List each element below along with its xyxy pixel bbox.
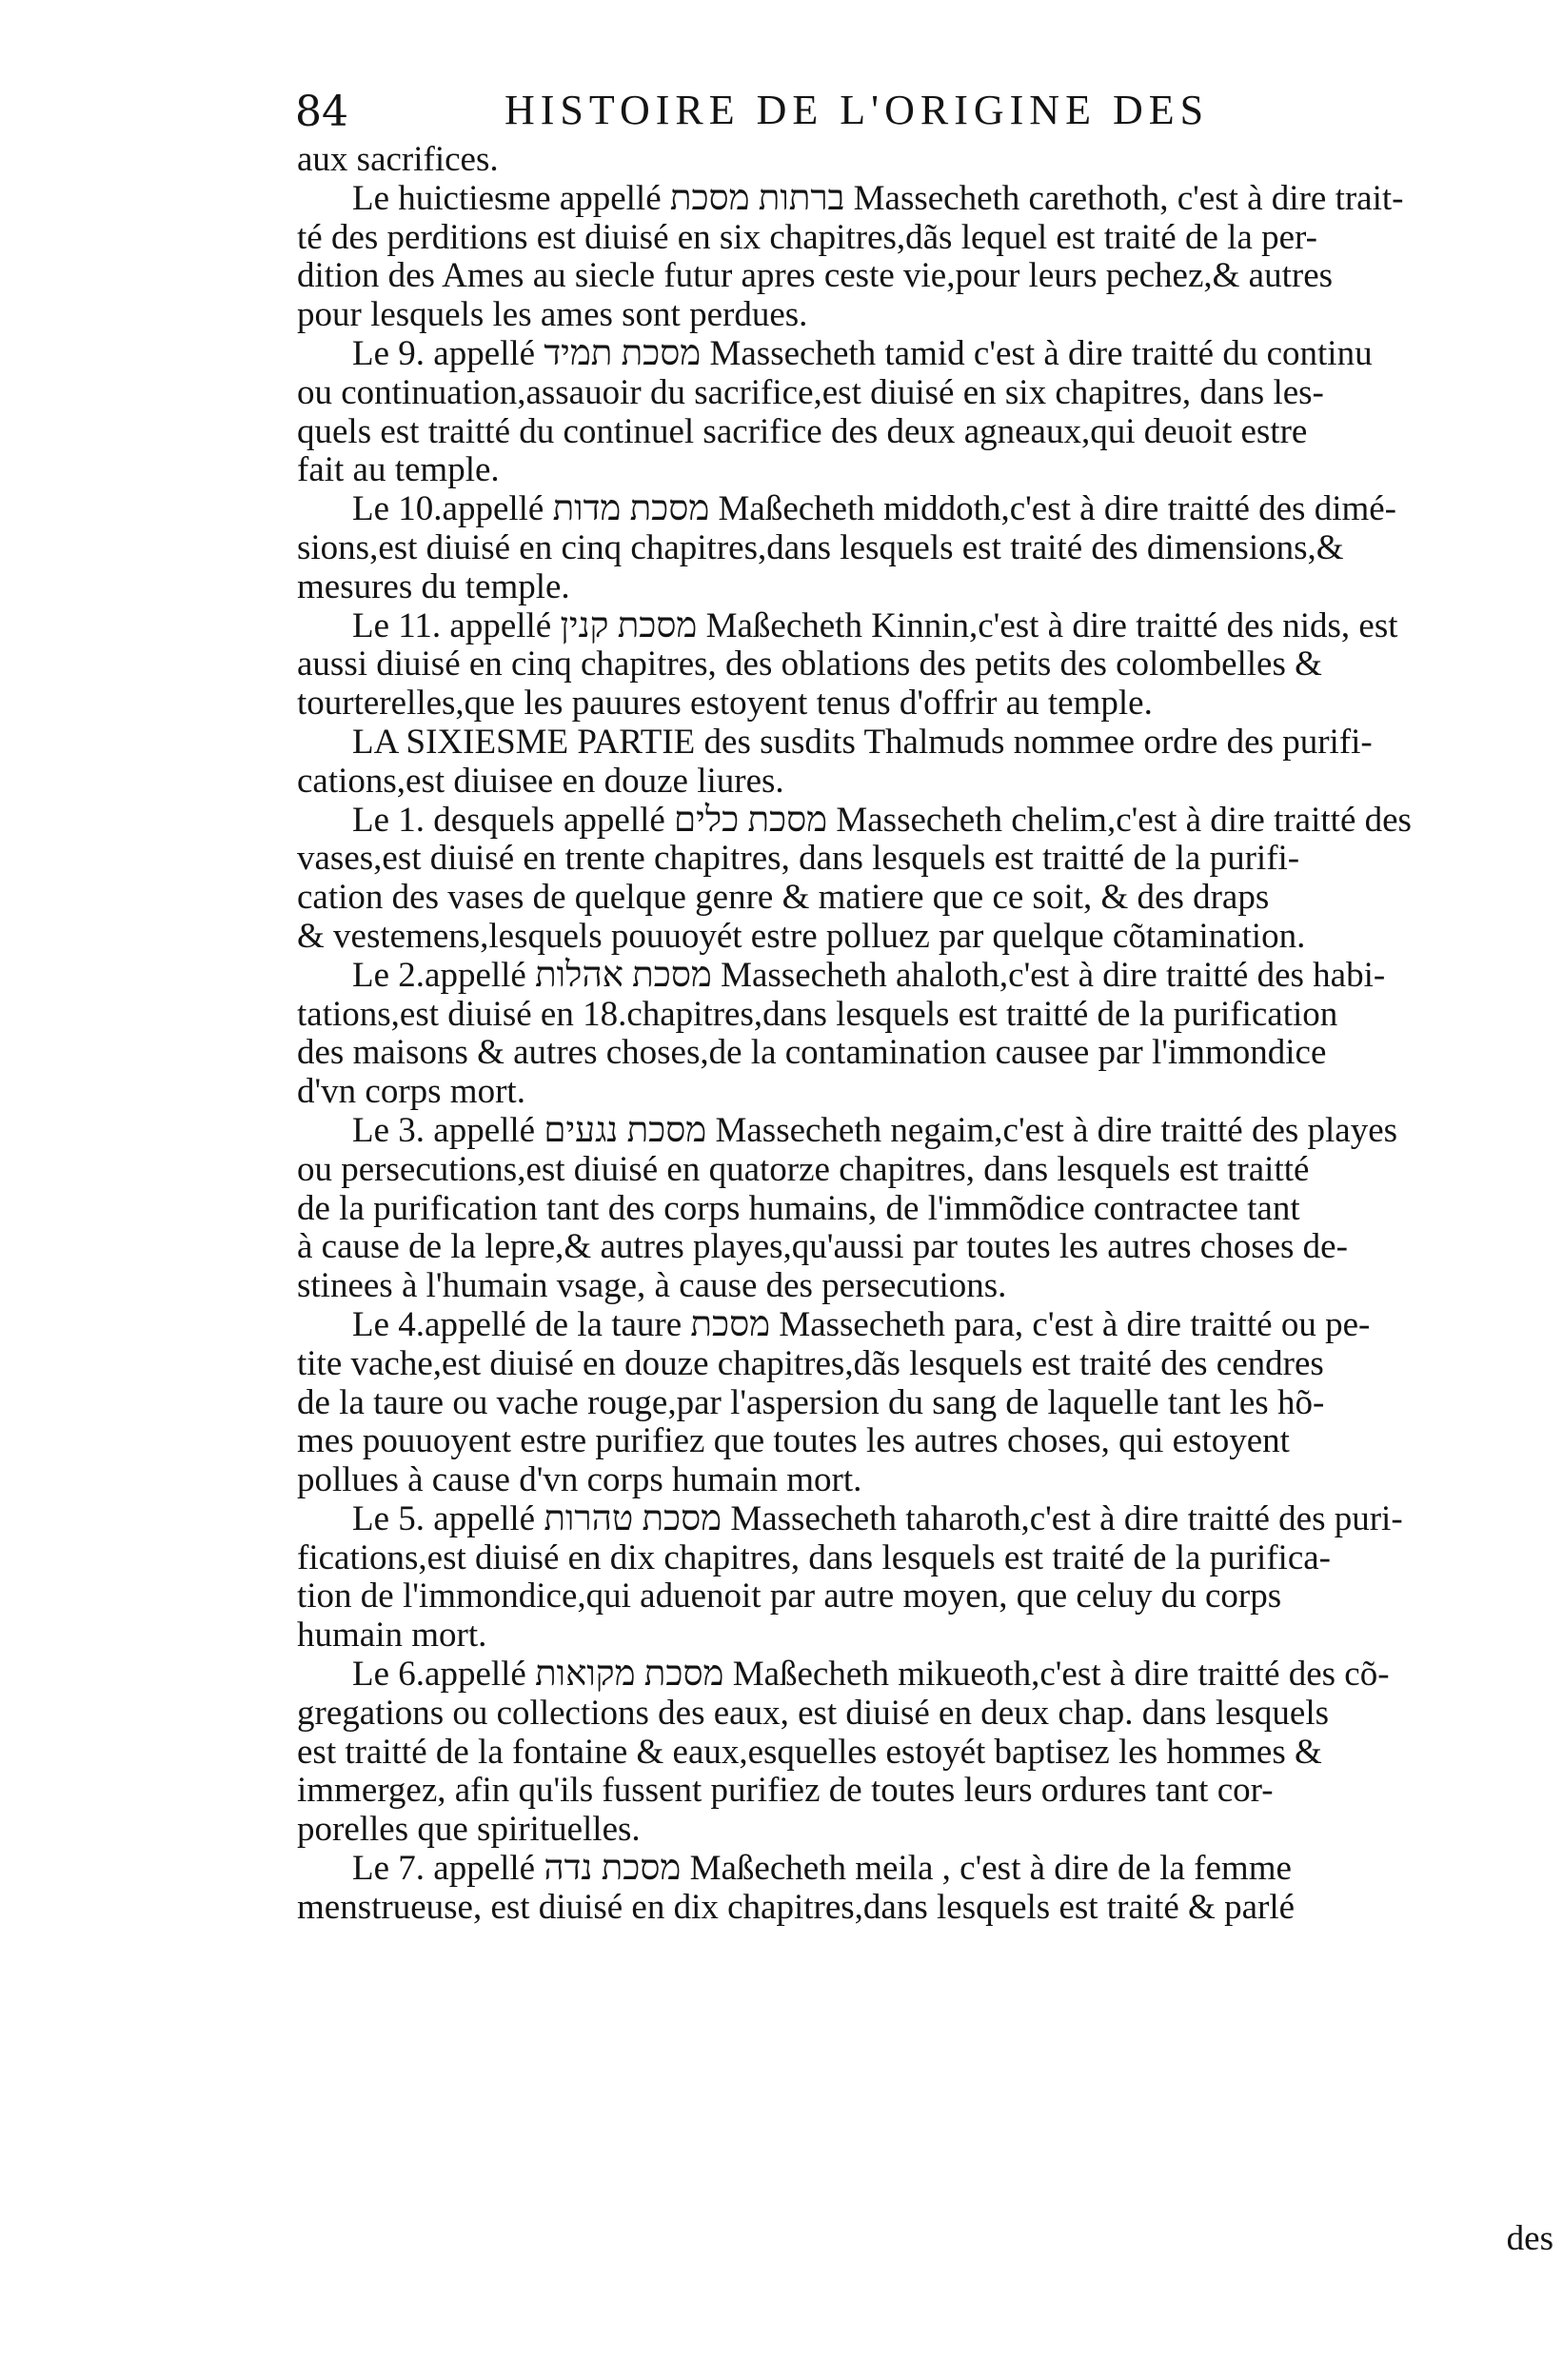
text-line: fications,est diuisé en dix chapitres, dans lesquels est traité de la purifica- bbox=[297, 1538, 1332, 1577]
text-line: dition des Ames au siecle futur apres ceste vie,pour leurs pechez,& autres bbox=[297, 257, 1334, 296]
text-line: vases,est diuisé en trente chapitres, dans lesquels est traitté de la purifi- bbox=[297, 840, 1300, 879]
text-line: fait au temple. bbox=[297, 451, 500, 490]
text-line: mesures du temple. bbox=[297, 567, 570, 606]
text-line: Le huictiesme appellé ברתות מסכת Massecheth carethoth, c'est à dire trait- bbox=[352, 179, 1404, 218]
text-line: quels est traitté du continuel sacrifice des deux agneaux,qui deuoit estre bbox=[297, 412, 1308, 451]
text-line: porelles que spirituelles. bbox=[297, 1811, 641, 1850]
text-line: est traitté de la fontaine & eaux,esquelles estoyét baptisez les hommes & bbox=[297, 1733, 1322, 1772]
text-line: à cause de la lepre,& autres playes,qu'aussi par toutes les autres choses de- bbox=[297, 1228, 1348, 1267]
text-line: tations,est diuisé en 18.chapitres,dans lesquels est traitté de la purification bbox=[297, 995, 1338, 1034]
text-line: Le 7. appellé מסכת נדה Maßecheth meila , c'est à dire de la femme bbox=[352, 1850, 1292, 1889]
text-line: aussi diuisé en cinq chapitres, des oblations des petits des colombelles & bbox=[297, 645, 1322, 684]
text-line: ou persecutions,est diuisé en quatorze chapitres, dans lesquels est traitté bbox=[297, 1150, 1310, 1189]
text-line: de la taure ou vache rouge,par l'aspersion du sang de laquelle tant les hõ- bbox=[297, 1383, 1325, 1422]
text-line: Le 4.appellé de la taure מסכת Massecheth para, c'est à dire traitté ou pe- bbox=[352, 1305, 1371, 1344]
page-number: 84 bbox=[295, 88, 348, 136]
catchword: des bbox=[1506, 2219, 1553, 2258]
text-line: cation des vases de quelque genre & matiere que ce soit, & des draps bbox=[297, 879, 1270, 918]
text-line: gregations ou collections des eaux, est diuisé en deux chap. dans lesquels bbox=[297, 1694, 1330, 1733]
text-line: tourterelles,que les pauures estoyent tenus d'offrir au temple. bbox=[297, 684, 1153, 724]
text-line: Le 11. appellé מסכת קנין Maßecheth Kinnin,c'est à dire traitté des nids, est bbox=[352, 606, 1398, 645]
text-line: Le 3. appellé מסכת נגעים Massecheth negaim,c'est à dire traitté des playes bbox=[352, 1111, 1398, 1150]
text-line: Le 5. appellé מסכת טהרות Massecheth taharoth,c'est à dire traitté des puri- bbox=[352, 1499, 1403, 1538]
text-line: de la purification tant des corps humains, de l'immõdice contractee tant bbox=[297, 1189, 1300, 1228]
text-line: humain mort. bbox=[297, 1616, 487, 1656]
text-line: aux sacrifices. bbox=[297, 141, 499, 179]
text-line: d'vn corps mort. bbox=[297, 1073, 525, 1112]
text-line: pour lesquels les ames sont perdues. bbox=[297, 296, 808, 335]
text-line: menstrueuse, est diuisé en dix chapitres,dans lesquels est traité & parlé bbox=[297, 1888, 1296, 1927]
text-line: sions,est diuisé en cinq chapitres,dans lesquels est traité des dimensions,& bbox=[297, 528, 1344, 567]
text-line: Le 2.appellé מסכת אהלות Massecheth ahaloth,c'est à dire traitté des habi- bbox=[352, 956, 1386, 995]
text-line: & vestemens,lesquels pouuoyét estre polluez par quelque cõtamination. bbox=[297, 917, 1306, 956]
text-line: Le 9. appellé מסכת תמיד Massecheth tamid c'est à dire traitté du continu bbox=[352, 334, 1373, 373]
text-line: pollues à cause d'vn corps humain mort. bbox=[297, 1461, 862, 1500]
text-line: cations,est diuisee en douze liures. bbox=[297, 762, 784, 801]
text-line: stinees à l'humain vsage, à cause des persecutions. bbox=[297, 1267, 1007, 1306]
text-line: immergez, afin qu'ils fussent purifiez de toutes leurs ordures tant cor- bbox=[297, 1772, 1274, 1811]
body-text bbox=[297, 141, 1506, 1928]
text-line: té des perditions est diuisé en six chapitres,dãs lequel est traité de la per- bbox=[297, 218, 1317, 257]
page-footer bbox=[1363, 2218, 1553, 2266]
text-line: tite vache,est diuisé en douze chapitres,dãs lesquels est traité des cendres bbox=[297, 1344, 1324, 1383]
text-line: Le 10.appellé מסכת מדות Maßecheth middoth,c'est à dire traitté des dimé- bbox=[352, 490, 1397, 529]
text-line: des maisons & autres choses,de la contamination causee par l'immondice bbox=[297, 1034, 1327, 1073]
text-line: LA SIXIESME PARTIE des susdits Thalmuds nommee ordre des purifi- bbox=[352, 723, 1373, 762]
text-line: Le 6.appellé מסכת מקואות Maßecheth mikueoth,c'est à dire traitté des cõ- bbox=[352, 1656, 1390, 1695]
text-line: Le 1. desquels appellé מסכת כלים Massecheth chelim,c'est à dire traitté des bbox=[352, 801, 1412, 840]
running-head: HISTOIRE DE L'ORIGINE DES bbox=[505, 87, 1210, 133]
text-line: tion de l'immondice,qui aduenoit par autre moyen, que celuy du corps bbox=[297, 1577, 1282, 1616]
text-line: mes pouuoyent estre purifiez que toutes les autres choses, qui estoyent bbox=[297, 1422, 1290, 1461]
text-line: ou continuation,assauoir du sacrifice,est diuisé en six chapitres, dans les- bbox=[297, 373, 1324, 412]
page-header bbox=[295, 80, 1323, 147]
